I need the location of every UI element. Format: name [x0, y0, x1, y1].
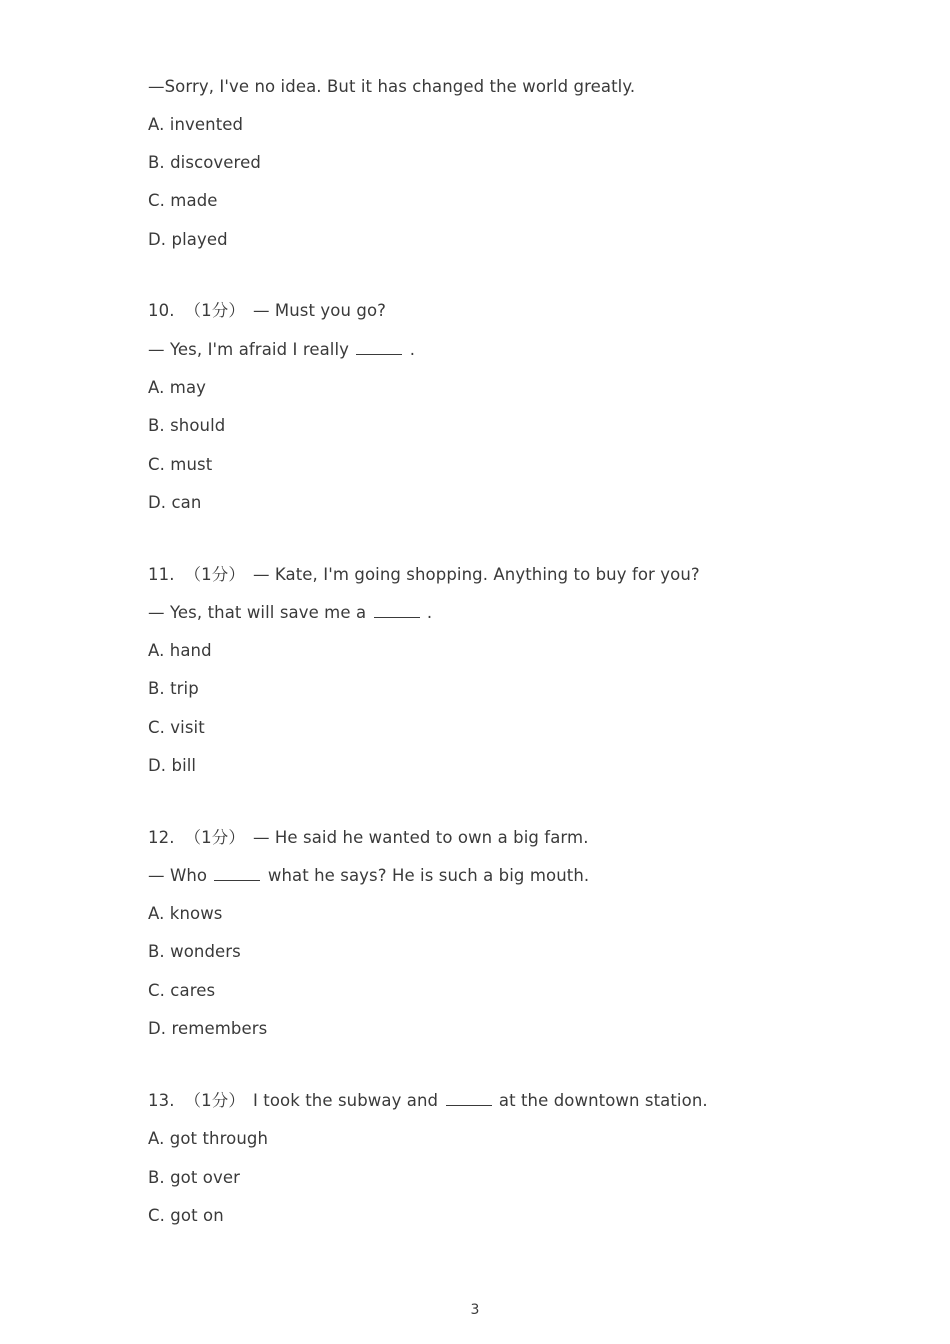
q11-dialogue-line: [148, 602, 432, 624]
q11-option-b: B. trip: [148, 679, 199, 698]
page-number: 3: [470, 1302, 480, 1318]
question-score: （1分）: [184, 301, 245, 320]
q10-option-c: C. must: [148, 455, 213, 474]
q11-option-c: C. visit: [148, 718, 205, 737]
q10-dialogue-line: [148, 339, 415, 361]
dialogue-text-end: .: [409, 340, 416, 359]
question-number: 11.: [148, 565, 175, 584]
q11-stem: [148, 564, 700, 586]
q13-option-b: B. got over: [148, 1168, 240, 1187]
dialogue-text-end: .: [426, 603, 433, 622]
q10-option-d: D. can: [148, 493, 202, 512]
q12-option-c: C. cares: [148, 981, 216, 1000]
q13-stem: [148, 1090, 708, 1112]
question-text: — He said he wanted to own a big farm.: [252, 828, 589, 847]
q11-option-a: A. hand: [148, 641, 212, 660]
question-text: I took the subway and: [252, 1091, 439, 1110]
q12-option-b: B. wonders: [148, 942, 241, 961]
q12-option-d: D. remembers: [148, 1019, 268, 1038]
question-number: 13.: [148, 1091, 175, 1110]
answer-blank: [446, 1091, 492, 1106]
q11-option-d: D. bill: [148, 756, 197, 775]
question-number: 12.: [148, 828, 175, 847]
dialogue-text: — Who: [148, 866, 208, 885]
q13-option-a: A. got through: [148, 1129, 269, 1148]
q13-option-c: C. got on: [148, 1206, 224, 1225]
question-score: （1分）: [184, 1091, 245, 1110]
dialogue-text: — Yes, I'm afraid I really: [148, 340, 350, 359]
q10-stem: [148, 300, 386, 322]
dialogue-text: — Yes, that will save me a: [148, 603, 367, 622]
q12-stem: [148, 827, 589, 849]
answer-blank: [374, 603, 420, 618]
q9-option-c: C. made: [148, 191, 218, 210]
question-number: 10.: [148, 301, 175, 320]
q9-answer-line: —Sorry, I've no idea. But it has changed the world greatly.: [148, 77, 636, 96]
answer-blank: [356, 340, 402, 355]
q9-option-d: D. played: [148, 230, 228, 249]
question-text: — Must you go?: [252, 301, 386, 320]
answer-blank: [214, 866, 260, 881]
q10-option-b: B. should: [148, 416, 226, 435]
question-score: （1分）: [184, 565, 245, 584]
q9-option-a: A. invented: [148, 115, 244, 134]
q10-option-a: A. may: [148, 378, 207, 397]
question-text: — Kate, I'm going shopping. Anything to buy for you?: [252, 565, 700, 584]
question-score: （1分）: [184, 828, 245, 847]
dialogue-text-end: what he says? He is such a big mouth.: [267, 866, 590, 885]
q9-option-b: B. discovered: [148, 153, 261, 172]
q12-dialogue-line: [148, 865, 589, 887]
question-text-end: at the downtown station.: [498, 1091, 708, 1110]
q12-option-a: A. knows: [148, 904, 223, 923]
